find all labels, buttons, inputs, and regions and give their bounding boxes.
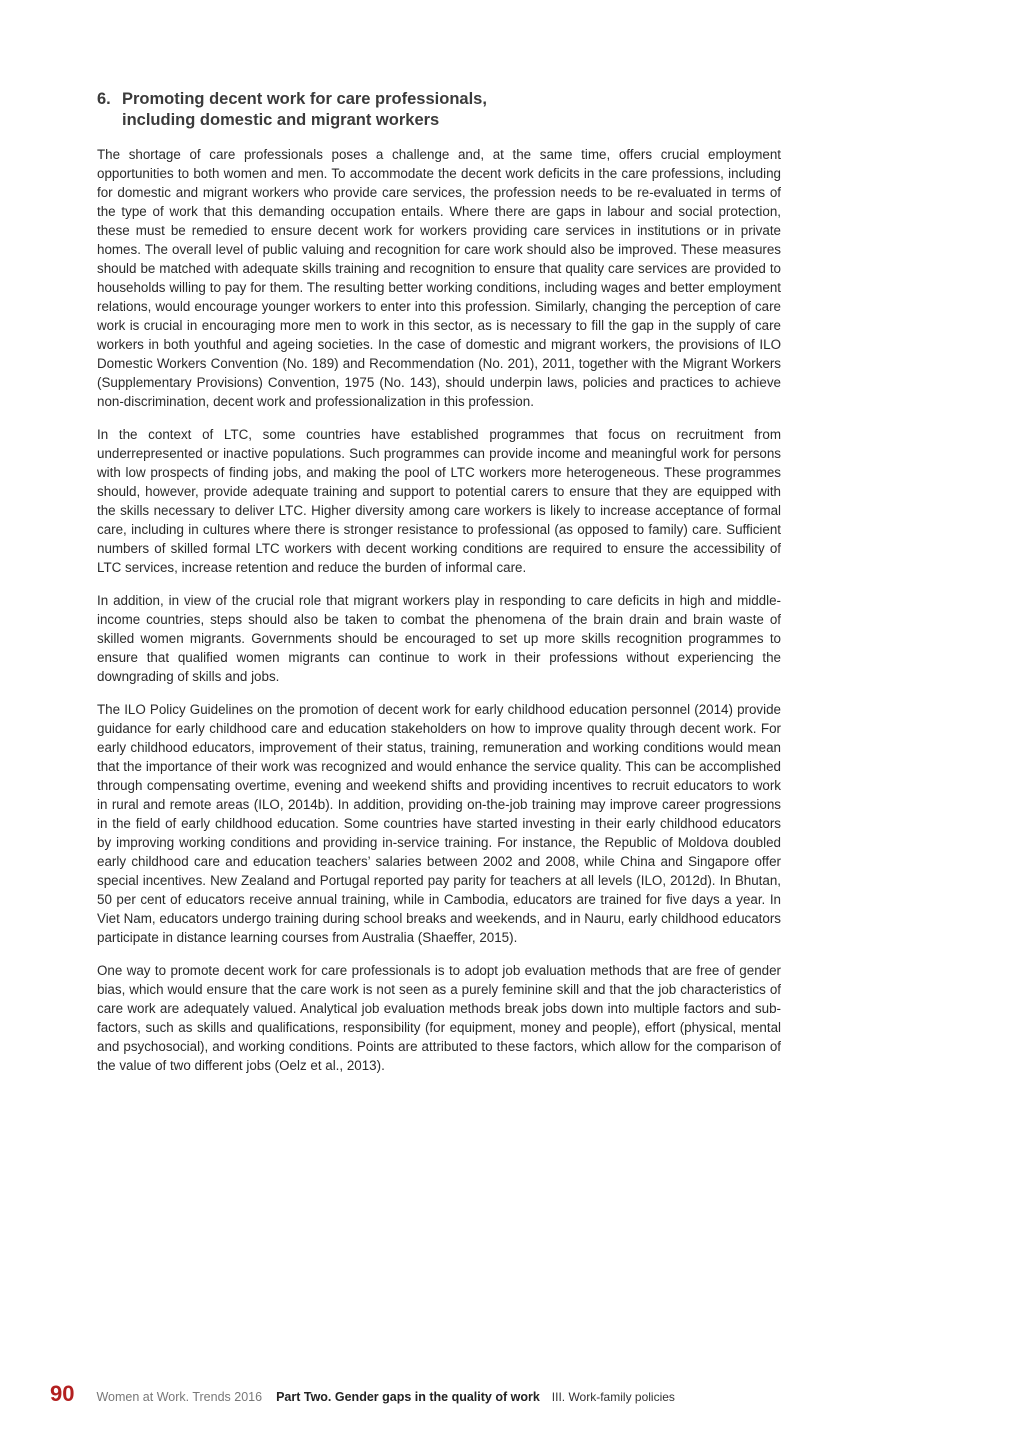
paragraph-ltc-recruitment: In the context of LTC, some countries have established programmes that focus on recruitment from underrepresented or inactive populations. Such programmes can provide income and meaningful work for persons with low prospects of finding jobs, and making the pool of LTC workers more heterogeneous. These programmes should, however, provide adequate training and support to potential carers to ensure that they are equipped with the skills necessary to deliver LTC. Higher diversity among care workers is likely to increase acceptance of formal care, including in cultures where there is stronger resistance to professional (as opposed to family) care. Sufficient numbers of skilled formal LTC workers with decent working conditions are required to ensure the accessibility of LTC services, increase retention and reduce the burden of informal care.: [97, 427, 781, 575]
section-title-line-2: including domestic and migrant workers: [122, 111, 440, 129]
body-text: [97, 145, 781, 1089]
paragraph-job-evaluation: One way to promote decent work for care professionals is to adopt job evaluation methods that are free of gender bias, which would ensure that the care work is not seen as a purely feminine skill and that the job characteristics of care work are adequately valued. Analytical job evaluation methods break jobs down into multiple factors and sub-factors, such as skills and qualifications, responsibility (for equipment, money and people), effort (physical, mental and psychosocial), and working conditions. Points are attributed to these factors, which allow for the comparison of the value of two different jobs (Oelz et al., 2013).: [97, 963, 781, 1073]
part-title: Part Two. Gender gaps in the quality of work: [276, 1390, 540, 1404]
page-footer: [50, 1381, 675, 1409]
chapter-title: III. Work-family policies: [551, 1390, 675, 1404]
section-title-line-1: Promoting decent work for care professionals,: [122, 90, 487, 108]
paragraph-ilo-policy-guidelines: The ILO Policy Guidelines on the promotion of decent work for early childhood education personnel (2014) provide guidance for early childhood care and education stakeholders on how to improve quality through decent work. For early childhood educators, improvement of their status, training, remuneration and working conditions would mean that the importance of their work was recognized and would enhance the service quality. This can be accomplished through compensating overtime, evening and weekend shifts and providing incentives to recruit educators to work in rural and remote areas (ILO, 2014b). In addition, providing on-the-job training may improve career progressions in the field of early childhood education. Some countries have started investing in their early childhood educators by improving working conditions and providing in-service training. For instance, the Republic of Moldova doubled early childhood care and education teachers’ salaries between 2002 and 2008, while China and Singapore offer special incentives. New Zealand and Portugal reported pay parity for teachers at all levels (ILO, 2012d). In Bhutan, 50 per cent of educators receive annual training, while in Cambodia, educators are trained for five days a year. In Viet Nam, educators undergo training during school breaks and weekends, and in Nauru, early childhood educators participate in distance learning courses from Australia (Shaeffer, 2015).: [97, 702, 781, 945]
paragraph-care-professionals: The shortage of care professionals poses a challenge and, at the same time, offers crucial employment opportunities to both women and men. To accommodate the decent work deficits in the care professions, including for domestic and migrant workers who provide care services, the profession needs to be re-evaluated in terms of the type of work that this demanding occupation entails. Where there are gaps in labour and social protection, these must be remedied to ensure decent work for workers providing care services in institutions or in private homes. The overall level of public valuing and recognition for care work should also be improved. These measures should be matched with adequate skills training and recognition to ensure that quality care services are provided to households willing to pay for them. The resulting better working conditions, including wages and better employment relations, would encourage younger workers to enter into this profession. Similarly, changing the perception of care work is crucial in encouraging more men to work in this sector, as is necessary to fill the gap in the supply of care workers in both youthful and ageing societies. In the case of domestic and migrant workers, the provisions of ILO Domestic Workers Convention (No. 189) and Recommendation (No. 201), 2011, together with the Migrant Workers (Supplementary Provisions) Convention, 1975 (No. 143), should underpin laws, policies and practices to achieve non-discrimination, decent work and professionalization in this profession.: [97, 147, 781, 409]
section-heading: [97, 89, 797, 131]
section-number: 6.: [97, 90, 111, 108]
publication-title: Women at Work. Trends 2016: [96, 1390, 263, 1404]
page-number: 90: [50, 1381, 75, 1406]
paragraph-migrant-brain-drain: In addition, in view of the crucial role that migrant workers play in responding to care deficits in high and middle-income countries, steps should also be taken to combat the phenomena of the brain drain and brain waste of skilled women migrants. Governments should be encouraged to set up more skills recognition programmes to ensure that qualified women migrants can continue to work in their professions without experiencing the downgrading of skills and jobs.: [97, 593, 781, 684]
